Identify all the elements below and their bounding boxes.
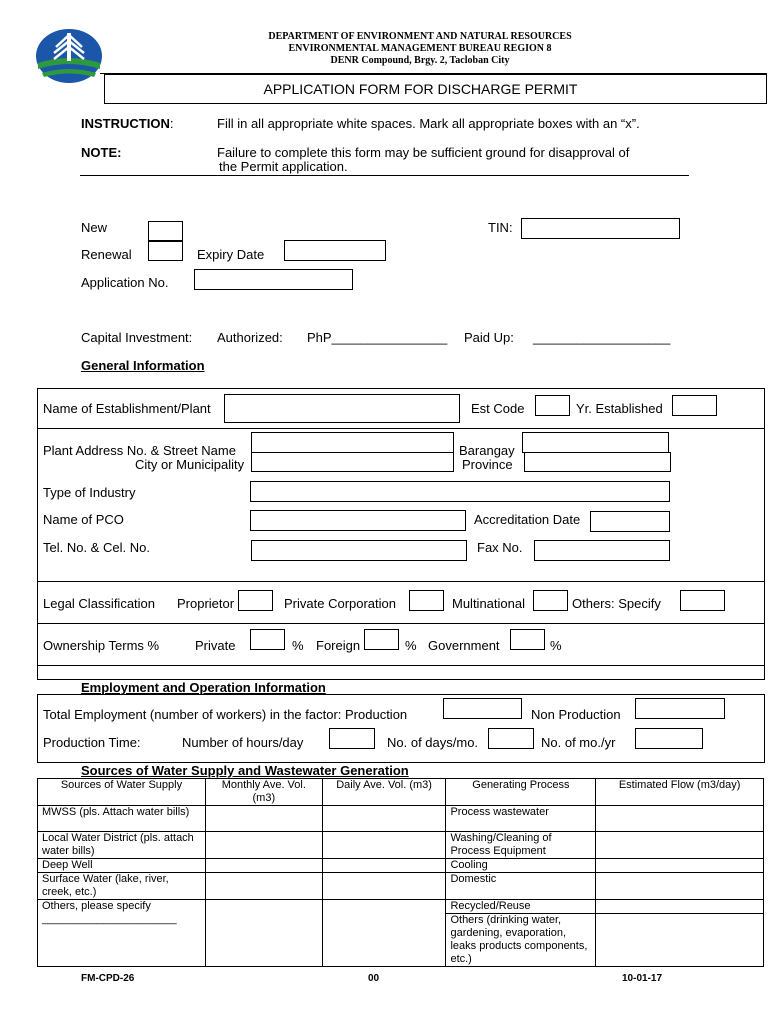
private-corporation-checkbox[interactable] (409, 590, 444, 611)
industry-field[interactable] (250, 481, 670, 502)
est-code-field[interactable] (535, 395, 570, 416)
process-cell: Process wastewater (446, 806, 596, 832)
water-supply-table (37, 778, 764, 967)
renewal-checkbox[interactable] (148, 241, 183, 261)
province-label: Province (462, 457, 513, 472)
agency-name-line1: DEPARTMENT OF ENVIRONMENT AND NATURAL RESOURCES (268, 31, 572, 42)
form-code: FM-CPD-26 (81, 973, 135, 984)
monthly-volume-cell[interactable] (205, 873, 322, 900)
private-label: Private (195, 638, 236, 653)
process-cell: Others (drinking water, gardening, evaporation, leaks products components, etc.) (446, 914, 596, 967)
source-cell: Others, please specify ______________________ (38, 900, 206, 967)
production-time-label: Production Time: (43, 735, 141, 750)
header-estimated-flow: Estimated Flow (m3/day) (596, 779, 764, 806)
table-row (38, 832, 764, 859)
source-cell: MWSS (pls. Attach water bills) (38, 806, 206, 832)
hours-per-day-label: Number of hours/day (182, 735, 304, 750)
plant-address-field[interactable] (251, 432, 454, 453)
monthly-volume-cell[interactable] (205, 900, 322, 967)
table-row (38, 859, 764, 873)
expiry-date-field[interactable] (284, 240, 386, 261)
flow-cell[interactable] (596, 806, 764, 832)
new-label: New (81, 220, 108, 235)
application-no-field[interactable] (194, 269, 353, 290)
fax-label: Fax No. (477, 540, 523, 555)
foreign-label: Foreign (316, 638, 361, 653)
proprietor-label: Proprietor (177, 596, 235, 611)
instruction-text: Fill in all appropriate white spaces. Mark all appropriate boxes with an “x”. (217, 116, 640, 131)
agency-name-line2: ENVIRONMENTAL MANAGEMENT BUREAU REGION 8 (288, 43, 552, 54)
non-production-label: Non Production (531, 707, 621, 722)
daily-volume-cell[interactable] (322, 900, 446, 967)
revision-number: 00 (368, 973, 380, 984)
tel-field[interactable] (251, 540, 467, 561)
ownership-terms-label: Ownership Terms % (43, 638, 160, 653)
process-cell: Domestic (446, 873, 596, 900)
table-row (38, 873, 764, 900)
process-cell: Cooling (446, 859, 596, 873)
fax-field[interactable] (534, 540, 670, 561)
legal-classification-label: Legal Classification (43, 596, 156, 611)
city-field[interactable] (251, 452, 454, 472)
form-title: APPLICATION FORM FOR DISCHARGE PERMIT (263, 81, 578, 97)
production-workers-field[interactable] (443, 698, 522, 719)
accreditation-date-label: Accreditation Date (474, 512, 581, 527)
general-information-heading: General Information (81, 358, 205, 373)
new-checkbox[interactable] (148, 221, 183, 241)
tel-label: Tel. No. & Cel. No. (43, 540, 150, 555)
others-specify-label: Others: Specify (572, 596, 661, 611)
yr-established-field[interactable] (672, 395, 717, 416)
private-percent-sign: % (292, 638, 304, 653)
paid-up-label: Paid Up: (464, 330, 514, 345)
daily-volume-cell[interactable] (322, 806, 446, 832)
barangay-field[interactable] (522, 432, 669, 453)
divider-1 (37, 428, 765, 429)
table-row (38, 806, 764, 832)
source-cell: Deep Well (38, 859, 206, 873)
government-label: Government (428, 638, 500, 653)
foreign-percent-sign: % (405, 638, 417, 653)
establishment-label: Name of Establishment/Plant (43, 401, 211, 416)
application-no-label: Application No. (81, 275, 169, 290)
multinational-checkbox[interactable] (533, 590, 568, 611)
proprietor-checkbox[interactable] (238, 590, 273, 611)
source-cell: Surface Water (lake, river, creek, etc.) (38, 873, 206, 900)
yr-established-label: Yr. Established (576, 401, 663, 416)
pco-label: Name of PCO (43, 512, 124, 527)
accreditation-date-field[interactable] (590, 511, 670, 532)
flow-cell[interactable] (596, 914, 764, 967)
flow-cell[interactable] (596, 873, 764, 900)
expiry-date-label: Expiry Date (197, 247, 265, 262)
hours-per-day-field[interactable] (329, 728, 375, 749)
private-corporation-label: Private Corporation (284, 596, 396, 611)
water-supply-heading: Sources of Water Supply and Wastewater Generation (81, 763, 409, 778)
months-per-year-field[interactable] (635, 728, 703, 749)
days-per-month-label: No. of days/mo. (387, 735, 479, 750)
agency-logo (34, 27, 104, 85)
process-cell: Recycled/Reuse (446, 900, 596, 914)
note-rule (80, 175, 689, 176)
renewal-label: Renewal (81, 247, 132, 262)
header-daily-volume: Daily Ave. Vol. (m3) (322, 779, 446, 806)
others-specify-field[interactable] (680, 590, 725, 611)
multinational-label: Multinational (452, 596, 525, 611)
private-percent-field[interactable] (250, 629, 285, 650)
table-header-row (38, 779, 764, 806)
header-generating-process: Generating Process (446, 779, 596, 806)
note-label: NOTE: (81, 145, 122, 160)
flow-cell[interactable] (596, 832, 764, 859)
process-cell: Washing/Cleaning of Process Equipment (446, 832, 596, 859)
barangay-label: Barangay (459, 443, 515, 458)
divider-4 (37, 665, 765, 666)
non-production-field[interactable] (635, 698, 725, 719)
flow-cell[interactable] (596, 900, 764, 914)
tin-field[interactable] (521, 218, 680, 239)
header-sources: Sources of Water Supply (38, 779, 206, 806)
foreign-percent-field[interactable] (364, 629, 399, 650)
daily-volume-cell[interactable] (322, 832, 446, 859)
divider-2 (37, 581, 765, 582)
employment-heading: Employment and Operation Information (81, 680, 326, 695)
paid-up-field[interactable]: ___________________ (533, 330, 671, 345)
agency-address: DENR Compound, Brgy. 2, Tacloban City (330, 55, 510, 66)
divider-3 (37, 623, 765, 624)
pco-field[interactable] (250, 510, 466, 531)
effectivity-date: 10-01-17 (622, 973, 663, 984)
source-cell: Local Water District (pls. attach water bills) (38, 832, 206, 859)
monthly-volume-cell[interactable] (205, 832, 322, 859)
table-row (38, 900, 764, 914)
industry-label: Type of Industry (43, 485, 136, 500)
establishment-field[interactable] (224, 394, 460, 423)
city-label: City or Municipality (135, 457, 245, 472)
total-employment-label: Total Employment (number of workers) in the factor: Production (43, 707, 408, 722)
monthly-volume-cell[interactable] (205, 859, 322, 873)
header-monthly-volume: Monthly Ave. Vol. (m3) (205, 779, 322, 806)
government-percent-field[interactable] (510, 629, 545, 650)
authorized-label: Authorized: (217, 330, 283, 345)
flow-cell[interactable] (596, 859, 764, 873)
tin-label: TIN: (488, 220, 513, 235)
daily-volume-cell[interactable] (322, 873, 446, 900)
days-per-month-field[interactable] (488, 728, 534, 749)
daily-volume-cell[interactable] (322, 859, 446, 873)
est-code-label: Est Code (471, 401, 525, 416)
government-percent-sign: % (550, 638, 562, 653)
note-text-line2: the Permit application. (219, 159, 348, 174)
capital-investment-label: Capital Investment: (81, 330, 193, 345)
months-per-year-label: No. of mo./yr (541, 735, 616, 750)
plant-address-label: Plant Address No. & Street Name (43, 443, 236, 458)
note-text-line1: Failure to complete this form may be sufficient ground for disapproval of (217, 145, 630, 160)
monthly-volume-cell[interactable] (205, 806, 322, 832)
instruction-label: INSTRUCTION: (81, 116, 174, 131)
authorized-amount-field[interactable]: PhP________________ (307, 330, 448, 345)
province-field[interactable] (524, 452, 671, 472)
